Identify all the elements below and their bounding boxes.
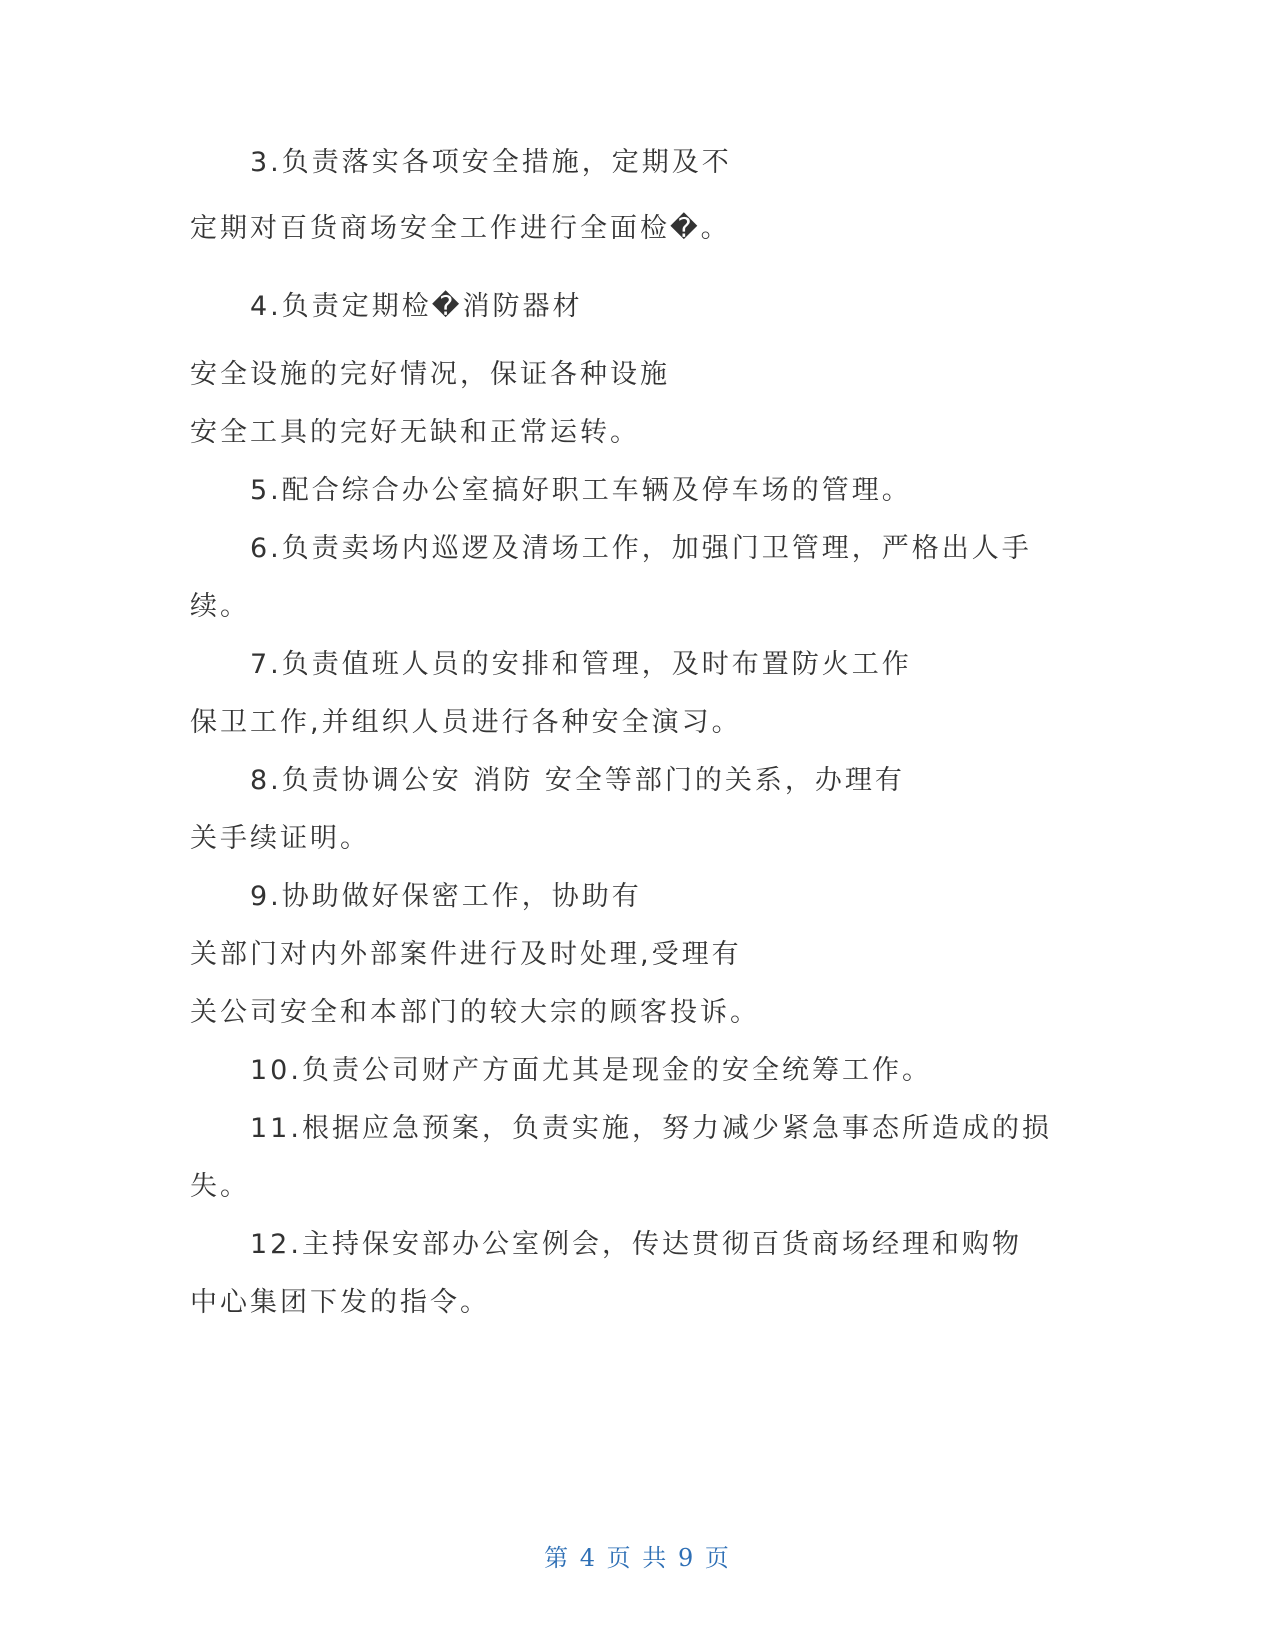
paragraph-line: 关部门对内外部案件进行及时处理,受理有 xyxy=(190,939,742,970)
paragraph-line: 5.配合综合办公室搞好职工车辆及停车场的管理。 xyxy=(250,475,912,506)
paragraph-line: 失。 xyxy=(190,1171,250,1202)
paragraph-line: 11.根据应急预案，负责实施，努力减少紧急事态所造成的损 xyxy=(250,1113,1052,1144)
paragraph-line: 中心集团下发的指令。 xyxy=(190,1287,490,1318)
paragraph-line: 关手续证明。 xyxy=(190,823,370,854)
paragraph-line: 10.负责公司财产方面尤其是现金的安全统筹工作。 xyxy=(250,1055,932,1086)
paragraph-line: 安全设施的完好情况，保证各种设施 xyxy=(190,359,670,390)
page-number-footer: 第 4 页 共 9 页 xyxy=(544,1544,731,1572)
paragraph-line: 3.负责落实各项安全措施，定期及不 xyxy=(250,147,732,178)
paragraph-line: 安全工具的完好无缺和正常运转。 xyxy=(190,417,640,448)
paragraph-line: 8.负责协调公安 消防 安全等部门的关系，办理有 xyxy=(250,765,905,796)
paragraph-line: 关公司安全和本部门的较大宗的顾客投诉。 xyxy=(190,997,760,1028)
paragraph-line: 12.主持保安部办公室例会，传达贯彻百货商场经理和购物 xyxy=(250,1229,1022,1260)
paragraph-line: 9.协助做好保密工作，协助有 xyxy=(250,881,642,912)
paragraph-line: 保卫工作,并组织人员进行各种安全演习。 xyxy=(190,707,742,738)
paragraph-line: 定期对百货商场安全工作进行全面检�。 xyxy=(190,213,731,244)
paragraph-line: 6.负责卖场内巡逻及清场工作，加强门卫管理，严格出人手 xyxy=(250,533,1032,564)
paragraph-line: 续。 xyxy=(190,591,250,622)
paragraph-line: 4.负责定期检�消防器材 xyxy=(250,291,583,322)
paragraph-line: 7.负责值班人员的安排和管理，及时布置防火工作 xyxy=(250,649,912,680)
